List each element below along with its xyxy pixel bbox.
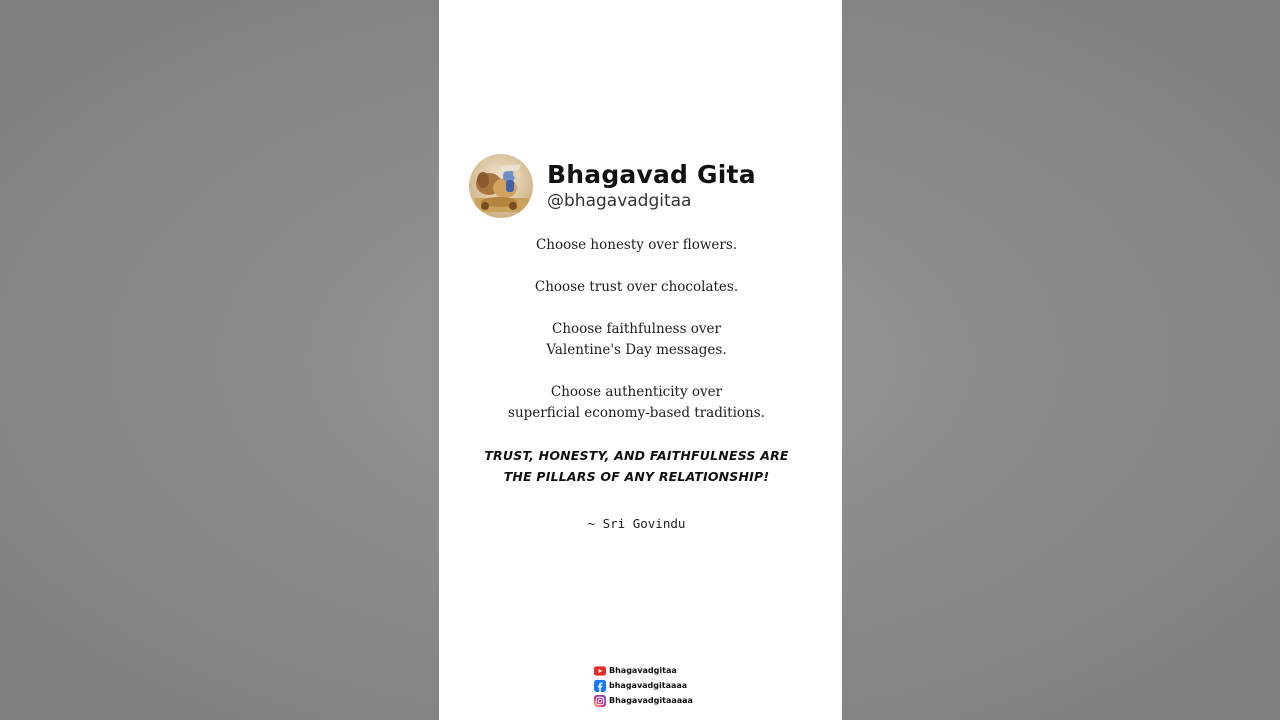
quote-line: superficial economy-based traditions. <box>508 405 765 421</box>
profile-handle[interactable]: @bhagavadgitaa <box>547 191 692 211</box>
profile-name[interactable]: Bhagavad Gita <box>547 160 756 189</box>
profile-avatar[interactable] <box>469 154 533 218</box>
instagram-icon <box>594 695 606 707</box>
quote-line: Valentine's Day messages. <box>546 342 727 358</box>
quote-emphasis <box>439 445 834 487</box>
profile-header <box>469 154 756 218</box>
profile-identity <box>547 160 756 212</box>
youtube-icon <box>594 665 606 677</box>
social-links <box>594 663 693 708</box>
quote-paragraph <box>439 319 834 361</box>
emphasis-line: TRUST, HONESTY, AND FAITHFULNESS ARE <box>484 448 789 463</box>
post-card <box>439 0 842 720</box>
emphasis-line: THE PILLARS OF ANY RELATIONSHIP! <box>503 469 770 484</box>
quote-line: Choose honesty over flowers. <box>535 237 738 253</box>
facebook-icon <box>594 680 606 692</box>
social-label: bhagavadgitaaaa <box>609 681 688 690</box>
social-link-facebook[interactable] <box>594 678 693 693</box>
social-link-youtube[interactable] <box>594 663 693 678</box>
quote-paragraph <box>439 235 834 256</box>
quote-paragraph <box>439 277 834 298</box>
social-label: Bhagavadgitaaaaa <box>609 696 693 705</box>
krishna-chariot-avatar-icon <box>469 154 533 218</box>
quote-line: Choose trust over chocolates. <box>534 279 739 295</box>
quote-body <box>439 235 834 534</box>
quote-line: Choose faithfulness over <box>551 321 721 337</box>
social-link-instagram[interactable] <box>594 693 693 708</box>
quote-author: ~ Sri Govindu <box>587 516 686 531</box>
quote-line: Choose authenticity over <box>550 384 723 400</box>
social-label: Bhagavadgitaa <box>609 666 677 675</box>
quote-paragraph <box>439 382 834 424</box>
